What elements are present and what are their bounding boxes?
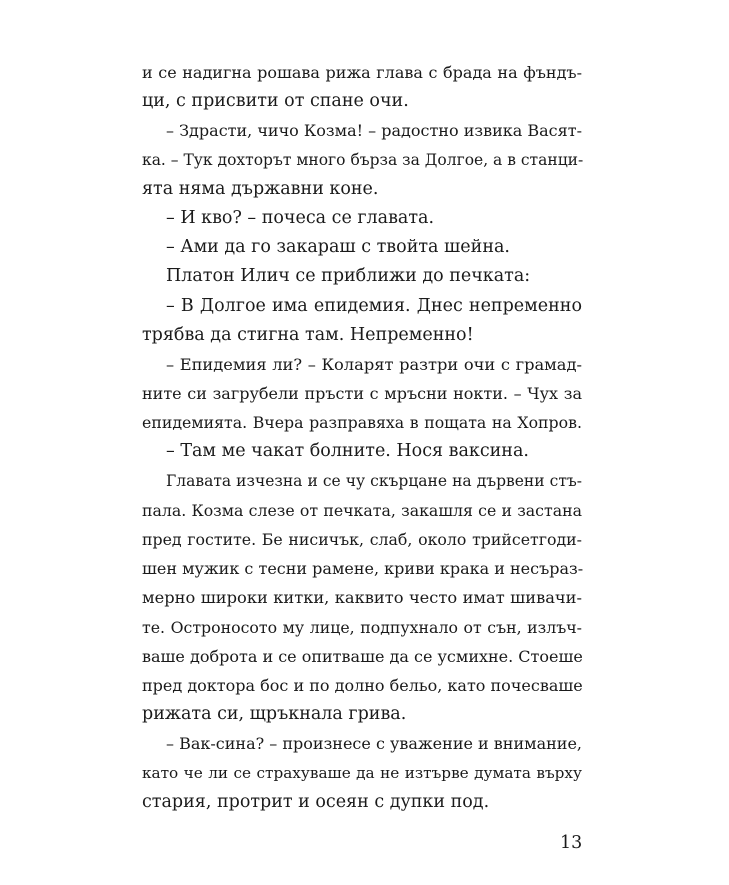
text-line: и се надигна рошава рижа глава с брада на фъндъ- xyxy=(142,63,582,82)
text-line: пала. Козма слезе от печката, закашля се и застана xyxy=(142,500,582,520)
text-line: те. Остроносото му лице, подпухнало от сън, излъч- xyxy=(142,617,582,637)
text-line: ваше доброта и се опитваше да се усмихне. Стоеше xyxy=(142,646,583,666)
text-line: пред гостите. Бе нисичък, слаб, около трийсетгоди- xyxy=(142,530,582,549)
text-line: – В Долгое има епидемия. Днес непременно xyxy=(166,295,582,316)
text-line: ка. – Тук дохторът много бърза за Долгое, а в станци- xyxy=(142,150,584,169)
text-line: ята няма държавни коне. xyxy=(142,178,379,199)
text-line: – И кво? – почеса се главата. xyxy=(166,207,435,228)
page-number: 13 xyxy=(560,833,583,853)
text-line: – Вак-сина? – произнесе с уважение и внимание, xyxy=(166,734,582,754)
text-line: стария, протрит и осеян с дупки под. xyxy=(142,791,490,812)
text-line: трябва да стигна там. Непременно! xyxy=(142,324,474,345)
text-line: ци, с присвити от спане очи. xyxy=(142,91,409,112)
text-line: – Епидемия ли? – Коларят разтри очи с грамад- xyxy=(166,354,582,374)
text-line: мерно широки китки, каквито често имат шивачи- xyxy=(142,588,582,608)
text-line: – Здрасти, чичо Козма! – радостно извика Васят- xyxy=(166,121,582,141)
text-line: Главата изчезна и се чу скърцане на дървени стъ- xyxy=(166,471,582,490)
text-line: рижата си, щръкнала грива. xyxy=(142,704,407,725)
text-line: – Ами да го закараш с твойта шейна. xyxy=(166,237,510,258)
text-line: епидемията. Вчера разправяха в пощата на Хопров. xyxy=(142,413,582,433)
text-line: Платон Илич се приближи до печката: xyxy=(166,266,531,287)
text-line: ните си загрубели пръсти с мръсни нокти. – Чух за xyxy=(142,384,582,404)
body-text xyxy=(142,58,582,817)
text-line: шен мужик с тесни рамене, криви крака и несъраз- xyxy=(142,559,584,579)
text-line: пред доктора бос и по долно бельо, като почесваше xyxy=(142,675,583,695)
text-line: – Там ме чакат болните. Нося ваксина. xyxy=(166,441,529,462)
text-line: като че ли се страхуваше да не изтърве думата върху xyxy=(142,763,582,782)
